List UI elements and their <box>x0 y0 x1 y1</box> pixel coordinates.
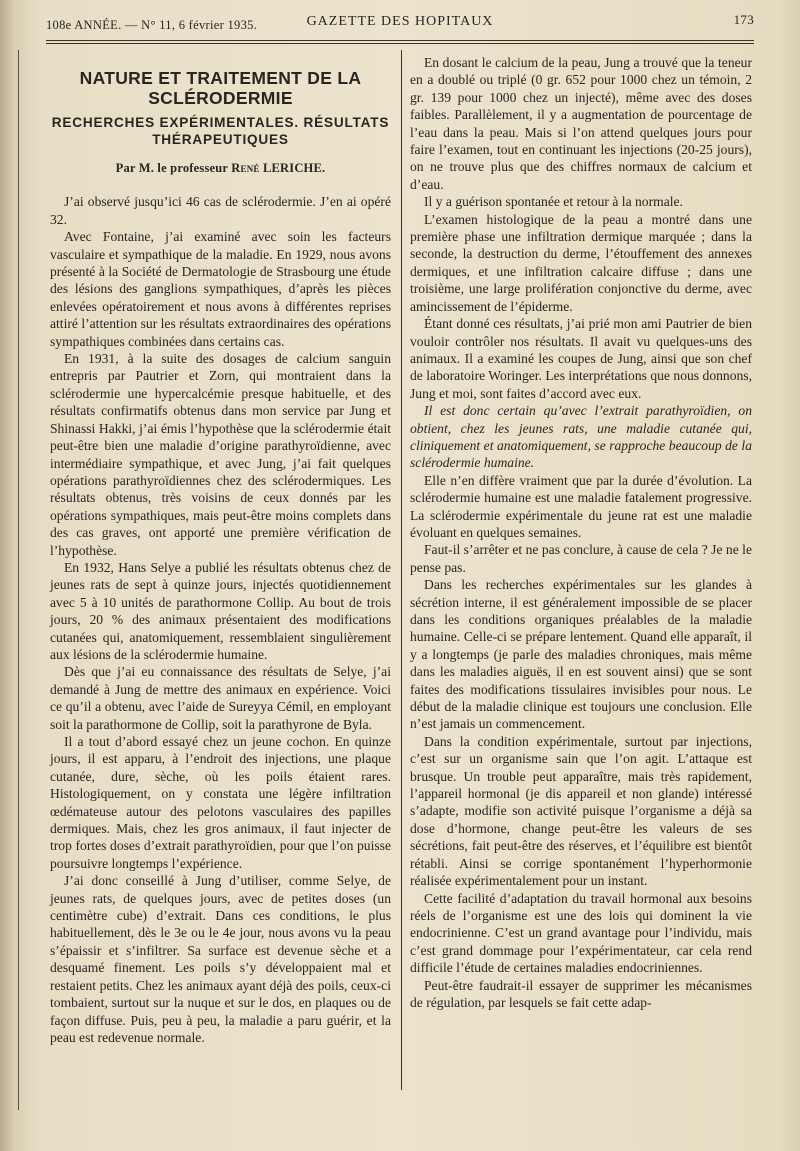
paragraph: Avec Fontaine, j’ai examiné avec soin les facteurs vasculaire et sympathique de la maladie. En 1929, nous avons présenté à la Société de Dermatologie de Strasbourg une étude des lésions des ganglions sympathiques, d’après les pièces enlevées opératoirement et nous avons à différentes reprises attiré l’attention sur les résultats extraordinaires des opérations sympathiques combinées dans certains cas. <box>50 229 391 349</box>
paragraph: J’ai observé jusqu’ici 46 cas de sclérodermie. J’en ai opéré 32. <box>50 194 391 227</box>
paragraph: Étant donné ces résultats, j’ai prié mon ami Pautrier de bien vouloir contrôler nos résultats. Il avait vu quelques-uns des animaux. Il a examiné les coupes de Jung, ainsi que son chef de laboratoire Woringer. Les interprétations que nous donnons, Jung et moi, sont faites d’accord avec eux. <box>410 316 752 401</box>
author-name: René LERICHE. <box>231 161 326 175</box>
paragraph: L’examen histologique de la peau a montré dans une première phase une infiltration dermique marquée ; dans la seconde, la destruction du derme, l’étouffement des annexes dermiques, et une infiltration calcaire diffuse ; dans une troisième, une large prolifération conjonctive du derme, avec amincissement de l’épiderme. <box>410 211 752 314</box>
paragraph: Dans les recherches expérimentales sur les glandes à sécrétion interne, il est généralement impossible de se placer dans les conditions organiques préalables de la maladie humaine. Celle-ci se prépare lentement. Quand elle apparaît, il y a longtemps (je parle des maladies chroniques, mais même dans les maladies aiguës, il en est souvent ainsi) que se sont faites des modifications tissulaires invisibles pour nous. Le début de la maladie clinique est toujours une conclusion. Elle n’est jamais un commencement. <box>410 577 752 732</box>
paragraph: Peut-être faudrait-il essayer de supprimer les mécanismes de régulation, par lesquels se fait cette adap- <box>410 977 752 1010</box>
paragraph: Faut-il s’arrêter et ne pas conclure, à cause de cela ? Je ne le pense pas. <box>410 542 752 575</box>
column-divider <box>401 50 402 1090</box>
header-rule-thin <box>46 43 754 44</box>
paragraph: En 1932, Hans Selye a publié les résultats obtenus chez de jeunes rats de sept à quinze jours, injectés quotidiennement avec 5 à 10 unités de parathormone Collip. Au bout de trois jours, 20 % des animaux présentaient des modifications cutanées qui, anatomiquement, ressemblaient singulièrement aux lésions de la sclérodermie humaine. <box>50 559 391 662</box>
paragraph: Il a tout d’abord essayé chez un jeune cochon. En quinze jours, il est apparu, à l’endroit des injections, une plaque cutanée, dure, sèche, où les poils étaient rares. Histologiquement, on y constata une légère infiltration œdémateuse autour des pelotons vasculaires des papilles dermiques. Mais, chez les gros animaux, il faut injecter de trop fortes doses d’extrait parathyroïdien, pour que l’on puisse poursuivre longtemps l’expérience. <box>50 734 391 871</box>
paragraph-italic: Il est donc certain qu’avec l’extrait parathyroïdien, on obtient, chez les jeunes rats, une maladie cutanée qui, cliniquement et anatomiquement, se rapproche beaucoup de la sclérodermie humaine. <box>410 403 752 471</box>
journal-title: GAZETTE DES HOPITAUX <box>306 14 494 29</box>
header-rule <box>46 40 754 41</box>
left-column <box>50 54 391 1046</box>
author-prefix: Par M. le professeur <box>115 161 228 175</box>
issue-line: 108e ANNÉE. — N° 11, 6 février 1935. <box>46 18 258 32</box>
paragraph: En 1931, à la suite des dosages de calcium sanguin entrepris par Pautrier et Zorn, qui montraient dans la sclérodermie une hypercalcémie presque habituelle, et des résultats confirmatifs obtenus dans mon service par Jung et Shinassi Hakki, j’ai émis l’hypothèse que la sclérodermie était peut-être bien une maladie d’origine parathyroïdienne, avec intermédiaire sympathique, et avec Jung, j’ai fait quelques opérations parathyroïdiennes chez des sclérodermiques. Les résultats obtenus, très voisins de ceux donnés par les opérations sympathiques, mais peut-être moins complets dans des cas graves, ont apporté une première vérification de l’hypothèse. <box>50 351 391 558</box>
article-author <box>50 160 391 177</box>
paragraph: Il y a guérison spontanée et retour à la normale. <box>424 194 683 210</box>
paragraph: En dosant le calcium de la peau, Jung a trouvé que la teneur en a doublé ou triplé (0 gr. 652 pour 1000 chez un témoin, 2 gr. 139 pour 1000 chez un injecté), même avec des doses faibles. Parallèlement, il y a augmentation de pourcentage de l’eau dans la peau. Mais si l’on attend quelques jours pour faire l’examen, tout en continuant les injections (20-25 jours), on ne trouve plus que des chiffres normaux de calcium et d’eau. <box>410 55 752 192</box>
paragraph: J’ai donc conseillé à Jung d’utiliser, comme Selye, de jeunes rats, de quelques jours, avec de petites doses (un centimètre cube) d’extrait. Dans ces conditions, le plus habituellement, dès le 3e ou le 4e jour, nous avons vu la peau s’épaissir et s’infiltrer. Sa surface est devenue sèche et a desquamé finement. Les poils s’y développaient mal et restaient petits. Chez les animaux ayant déjà des poils, ceux-ci tombaient, surtout sur la nuque et sur le dos, en plaques ou de façon diffuse. Puis, peu à peu, la maladie a paru guérir, et la peau est redevenue normale. <box>50 873 391 1045</box>
page-header <box>46 8 754 34</box>
page-number: 173 <box>733 12 754 27</box>
right-column <box>410 54 752 1011</box>
paragraph: Dans la condition expérimentale, surtout par injections, c’est sur un organisme sain que l’on agit. L’attaque est brusque. Un trouble peut apparaître, mais très rapidement, l’appareil hormonal (je dis appareil et non glande) intéressé s’adapte, modifie son activité puisque l’organisme a déjà sa dose d’hormone, change peut-être les valeurs de ses sécrétions, fait peut-être des réserves, et l’équilibre est bientôt rétabli. Ainsi se corrige spontanément l’hyperhormonie réalisée expérimentalement pour un instant. <box>410 733 752 889</box>
paragraph: Cette facilité d’adaptation du travail hormonal aux besoins réels de l’organisme est une des lois qui dominent la vie endocrinienne. C’est un grand avantage pour l’individu, mais c’est grand dommage pour l’expérimentateur, car cela rend difficile l’étude de certaines maladies endocriniennes. <box>410 890 752 976</box>
page-edge-rule <box>18 50 19 1110</box>
article-subtitle: RECHERCHES EXPÉRIMENTALES. RÉSULTATS THÉRAPEUTIQUES <box>51 115 390 147</box>
paragraph: Elle n’en diffère vraiment que par la durée d’évolution. La sclérodermie humaine est une maladie fatalement progressive. La sclérodermie expérimentale du jeune rat est une maladie évoluant en quelques semaines. <box>410 472 752 540</box>
paragraph: Dès que j’ai eu connaissance des résultats de Selye, j’ai demandé à Jung de mettre des animaux en expérience. Voici ce qu’il a obtenu, avec l’aide de Sureyya Cémil, en employant soit la parathormone de Collip, soit la parathyrone de Byla. <box>50 664 391 732</box>
article-title: NATURE ET TRAITEMENT DE LA SCLÉRODERMIE <box>79 68 362 108</box>
